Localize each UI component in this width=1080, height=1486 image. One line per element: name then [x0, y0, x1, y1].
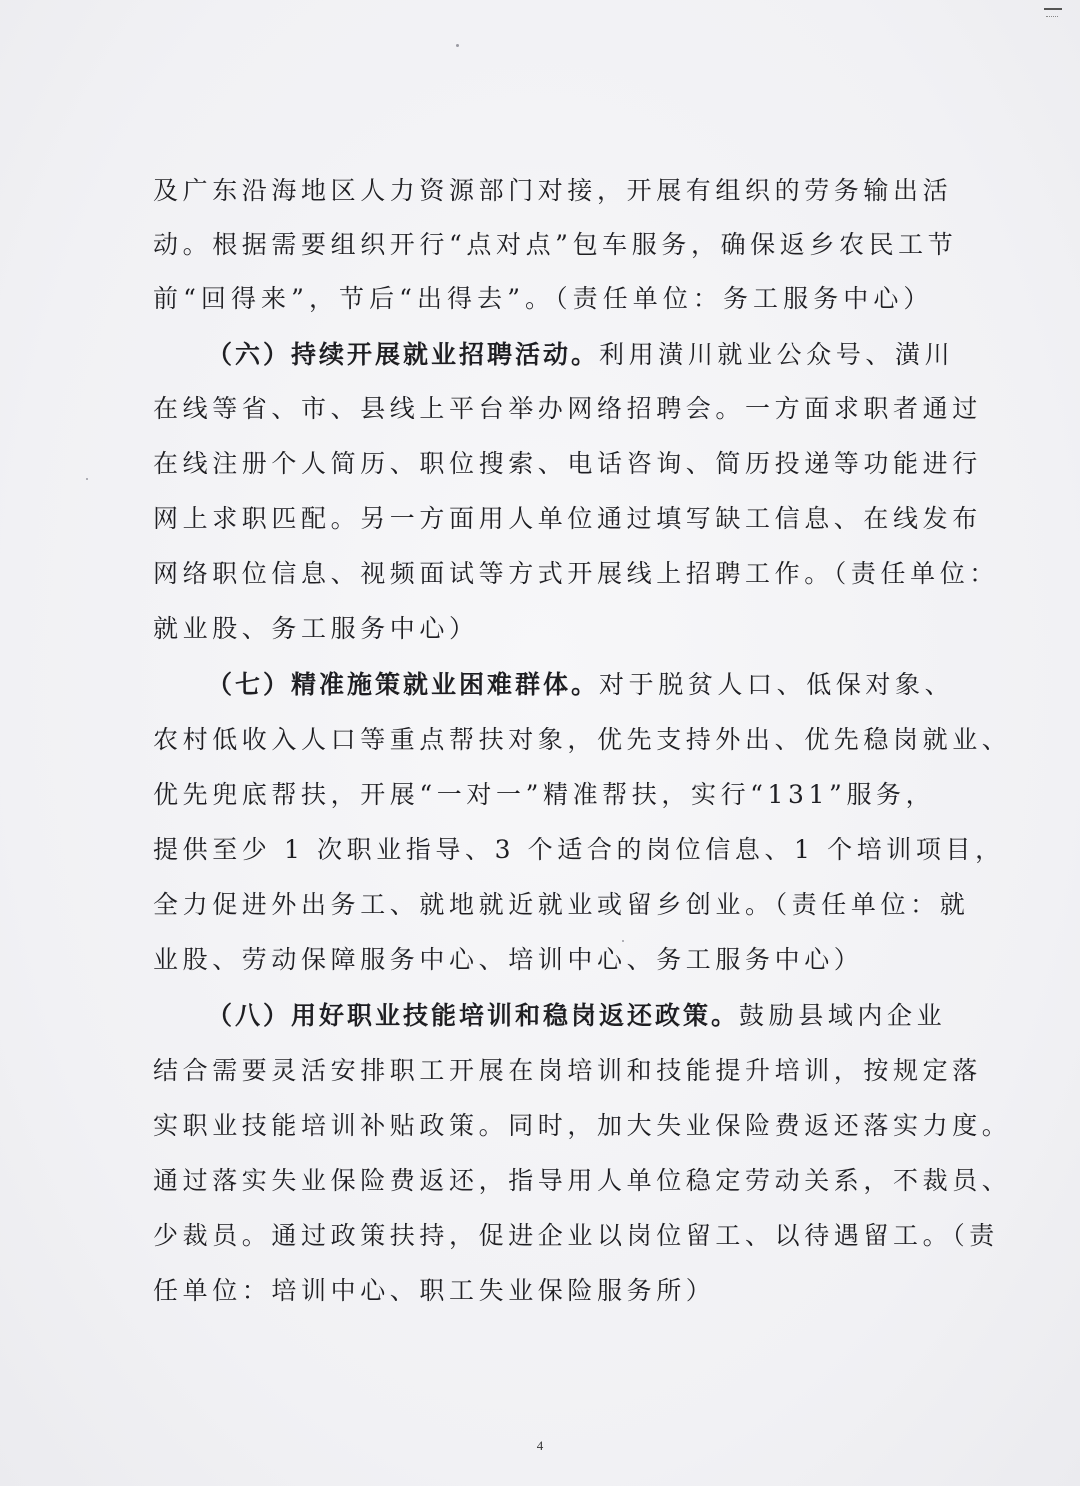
paragraph-first-line: [207, 658, 955, 712]
text-run: 利用潢川就业公众号、潢川: [599, 340, 955, 369]
section-heading-6: （六）持续开展就业招聘活动。: [207, 340, 600, 369]
text-line: 实职业技能培训补贴政策。同时，加大失业保险费返还落实力度。: [153, 1111, 1012, 1140]
text-line: 全力促进外出务工、就地就近就业或留乡创业。（责任单位：就: [153, 890, 970, 919]
text-line: 通过落实失业保险费返还，指导用人单位稳定劳动关系，不裁员、: [153, 1166, 1012, 1195]
text-line: 结合需要灵活安排职工开展在岗培训和技能提升培训，按规定落: [153, 1056, 982, 1085]
paragraph-first-line: [207, 989, 947, 1043]
paragraph-first-line: [207, 328, 955, 382]
text-line: 提供至少 1 次职业指导、3 个适合的岗位信息、1 个培训项目，: [153, 835, 1005, 864]
scan-speck: [86, 478, 88, 480]
text-line: 农村低收入人口等重点帮扶对象，优先支持外出、优先稳岗就业、: [153, 725, 1012, 754]
text-line: 网络职位信息、视频面试等方式开展线上招聘工作。（责任单位：: [153, 559, 999, 588]
text-line: 优先兜底帮扶，开展“一对一”精准帮扶，实行“131”服务，: [153, 780, 936, 809]
text-line: 动。根据需要组织开行“点对点”包车服务，确保返乡农民工节: [153, 230, 958, 259]
section-heading-8: （八）用好职业技能培训和稳岗返还政策。: [207, 1001, 740, 1030]
text-line: 少裁员。通过政策扶持，促进企业以岗位留工、以待遇留工。（责: [153, 1221, 999, 1250]
text-line: 任单位：培训中心、职工失业保险服务所）: [153, 1276, 716, 1305]
section-heading-7: （七）精准施策就业困难群体。: [207, 670, 600, 699]
text-line: 在线注册个人简历、职位搜索、电话咨询、简历投递等功能进行: [153, 449, 982, 478]
page-number: 4: [536, 1438, 544, 1453]
text-line: 及广东沿海地区人力资源部门对接，开展有组织的劳务输出活: [153, 176, 953, 205]
text-run: 鼓励县域内企业: [739, 1001, 947, 1030]
text-line: 就业股、务工服务中心）: [153, 614, 479, 643]
text-run: 对于脱贫人口、低保对象、: [599, 670, 955, 699]
corner-scan-mark: [1044, 8, 1062, 22]
text-line: 业股、劳动保障服务中心、培训中心、务工服务中心）: [153, 945, 864, 974]
scan-speck: [456, 44, 459, 47]
text-line: 前“回得来”，节后“出得去”。（责任单位：务工服务中心）: [153, 284, 933, 313]
text-line: 在线等省、市、县线上平台举办网络招聘会。一方面求职者通过: [153, 394, 982, 423]
text-line: 网上求职匹配。另一方面用人单位通过填写缺工信息、在线发布: [153, 504, 982, 533]
